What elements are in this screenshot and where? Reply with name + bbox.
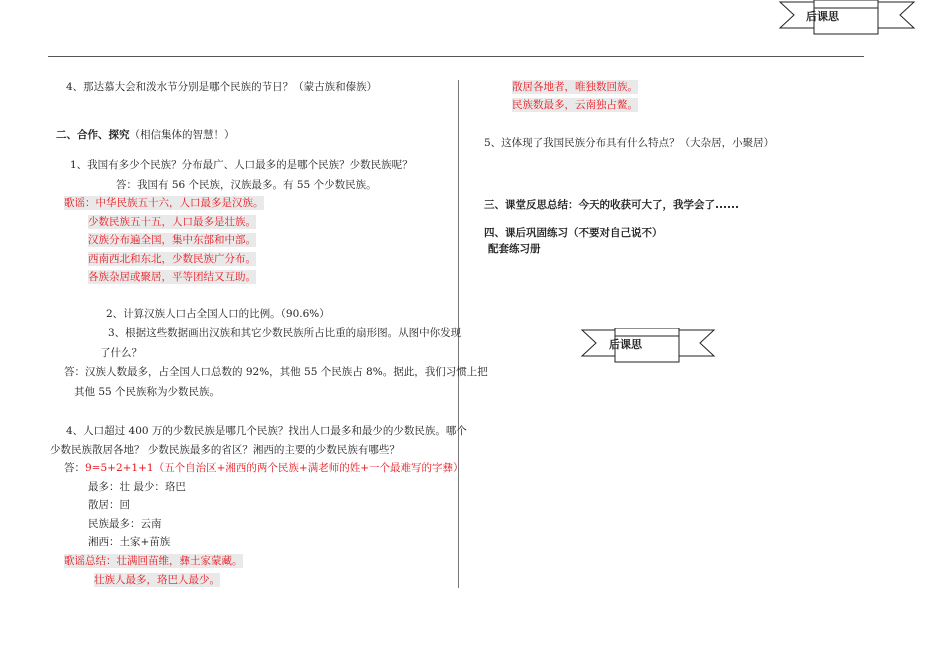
rhyme1-line-5: 各族杂居或聚居，平等团结又互助。 xyxy=(88,271,256,283)
rhyme1-line-1: 歌谣：中华民族五十六，人口最多是汉族。 xyxy=(64,197,264,209)
section3-heading: 三、课堂反思总结：今天的收获可大了，我学会了...... xyxy=(484,199,739,211)
rhyme1-line-4: 西南西北和东北，少数民族广分布。 xyxy=(88,253,256,265)
q4-festival: 4、那达慕大会和泼水节分别是哪个民族的节日？（蒙古族和傣族） xyxy=(66,81,378,93)
rhyme1-line-3: 汉族分布遍全国，集中东部和中部。 xyxy=(88,234,256,246)
top-banner xyxy=(778,0,916,36)
section4-heading: 四、课后巩固练习（不要对自己说不） xyxy=(484,227,663,239)
rhyme-cont-line-1: 散居各地者，唯独数回族。 xyxy=(512,81,638,93)
answer-4-item-1: 最多：壮 最少：珞巴 xyxy=(88,481,186,493)
answer-1: 答：我国有 56 个民族，汉族最多。有 55 个少数民族。 xyxy=(116,179,377,191)
answer-4-item-3: 民族最多：云南 xyxy=(88,518,162,530)
section2-note: （相信集体的智慧！） xyxy=(129,129,235,141)
answer-3-line-2: 其他 55 个民族称为少数民族。 xyxy=(74,386,221,398)
question-3-line-2: 了什么？ xyxy=(100,347,142,359)
section2-heading xyxy=(56,128,235,142)
section2-title: 二、合作、探究 xyxy=(56,129,130,141)
rhyme-cont-line-2: 民族数最多，云南独占鳌。 xyxy=(512,99,638,111)
question-2: 2、计算汉族人口占全国人口的比例。（90.6%） xyxy=(106,308,330,320)
header-rule xyxy=(48,56,864,57)
question-4-line-2: 少数民族散居各地？ 少数民族最多的省区？湘西的主要的少数民族有哪些？ xyxy=(50,444,400,456)
answer-4-prefix: 答： xyxy=(64,462,85,474)
middle-banner xyxy=(580,328,716,364)
rhyme2-line-2: 壮族人最多，珞巴人最少。 xyxy=(94,574,220,586)
answer-4-formula: 9=5+2+1+1（五个自治区+湘西的两个民族+满老师的姓+一个最难写的字彝） xyxy=(85,462,464,474)
question-3-line-1: 3、根据这些数据画出汉族和其它少数民族所占比重的扇形图。从图中你发现 xyxy=(108,327,462,339)
answer-4 xyxy=(64,461,464,475)
middle-banner-label: 后课思 xyxy=(609,338,642,351)
question-4-line-1: 4、人口超过 400 万的少数民族是哪几个民族？找出人口最多和最少的少数民族。哪个 xyxy=(66,425,467,437)
rhyme1-line-2: 少数民族五十五，人口最多是壮族。 xyxy=(88,216,256,228)
question-5: 5、这体现了我国民族分布具有什么特点？（大杂居，小聚居） xyxy=(484,137,775,149)
rhyme2-line-1: 歌谣总结：壮满回苗维，彝土家蒙藏。 xyxy=(64,555,243,567)
answer-4-item-4: 湘西：土家+苗族 xyxy=(88,536,171,548)
question-1: 1、我国有多少个民族？分布最广、人口最多的是哪个民族？少数民族呢？ xyxy=(70,159,413,171)
top-banner-label: 后课思 xyxy=(806,10,839,23)
workbook-label: 配套练习册 xyxy=(488,243,541,255)
answer-3-line-1: 答：汉族人数最多，占全国人口总数的 92%，其他 55 个民族占 8%。据此，我们习惯上把 xyxy=(64,366,488,378)
answer-4-item-2: 散居：回 xyxy=(88,499,130,511)
